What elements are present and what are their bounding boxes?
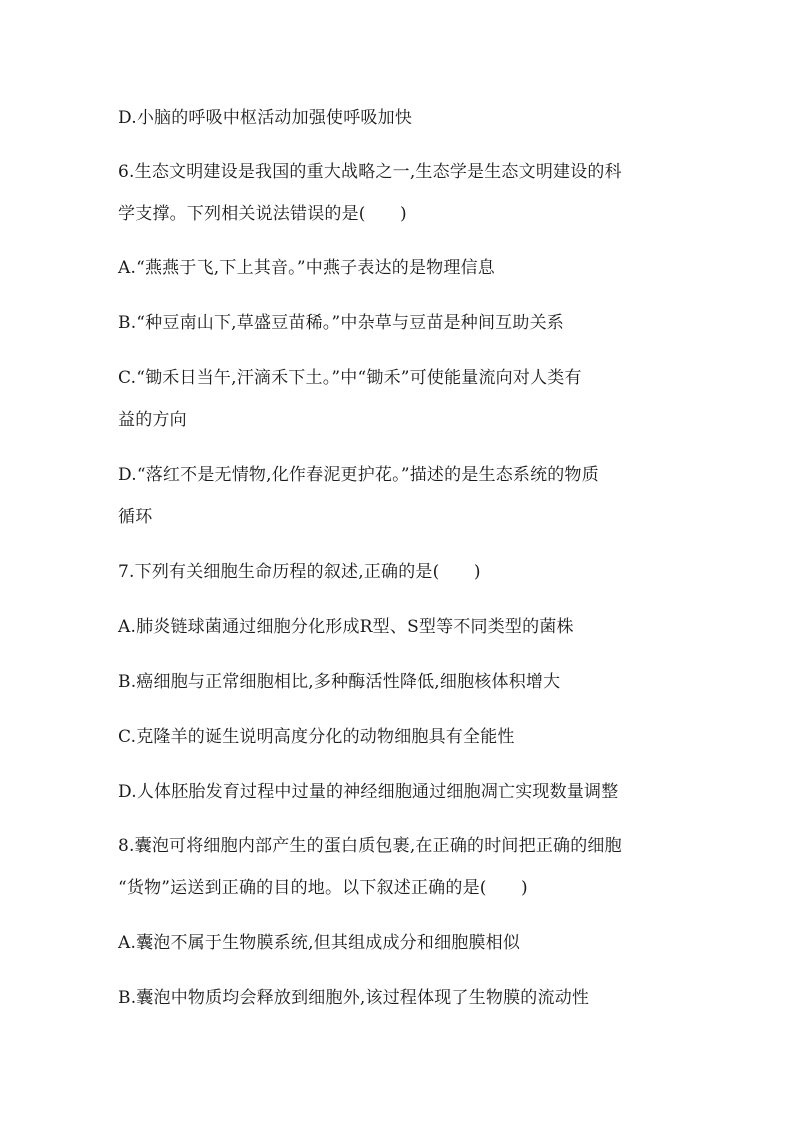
q6-option-d-line-1: D.“落红不是无情物,化作春泥更护花。”描述的是生态系统的物质 <box>118 465 599 485</box>
q8-option-b: B.囊泡中物质均会释放到细胞外,该过程体现了生物膜的流动性 <box>118 988 590 1008</box>
q6-stem-line-2: 学支撑。下列相关说法错误的是( ) <box>118 204 407 224</box>
q8-option-a: A.囊泡不属于生物膜系统,但其组成成分和细胞膜相似 <box>118 933 521 953</box>
q6-option-d-line-2: 循环 <box>118 507 153 527</box>
q7-option-b: B.癌细胞与正常细胞相比,多种酶活性降低,细胞核体积增大 <box>118 672 561 692</box>
q5-option-d: D.小脑的呼吸中枢活动加强使呼吸加快 <box>118 108 413 128</box>
q7-option-c: C.克隆羊的诞生说明高度分化的动物细胞具有全能性 <box>118 727 515 747</box>
q7-stem: 7.下列有关细胞生命历程的叙述,正确的是( ) <box>118 562 481 582</box>
q6-option-b: B.“种豆南山下,草盛豆苗稀。”中杂草与豆苗是种间互助关系 <box>118 313 564 333</box>
q6-stem-line-1: 6.生态文明建设是我国的重大战略之一,生态学是生态文明建设的科 <box>118 162 622 182</box>
q6-option-c-line-1: C.“锄禾日当午,汗滴禾下土。”中“锄禾”可使能量流向对人类有 <box>118 368 582 388</box>
q6-option-a: A.“燕燕于飞,下上其音。”中燕子表达的是物理信息 <box>118 258 495 278</box>
q6-option-c-line-2: 益的方向 <box>118 410 187 430</box>
q8-stem-line-2: “货物”运送到正确的目的地。以下叙述正确的是( ) <box>118 878 528 898</box>
q7-option-d: D.人体胚胎发育过程中过量的神经细胞通过细胞凋亡实现数量调整 <box>118 782 619 802</box>
q8-stem-line-1: 8.囊泡可将细胞内部产生的蛋白质包裹,在正确的时间把正确的细胞 <box>118 836 622 856</box>
q7-option-a: A.肺炎链球菌通过细胞分化形成R型、S型等不同类型的菌株 <box>118 617 574 637</box>
